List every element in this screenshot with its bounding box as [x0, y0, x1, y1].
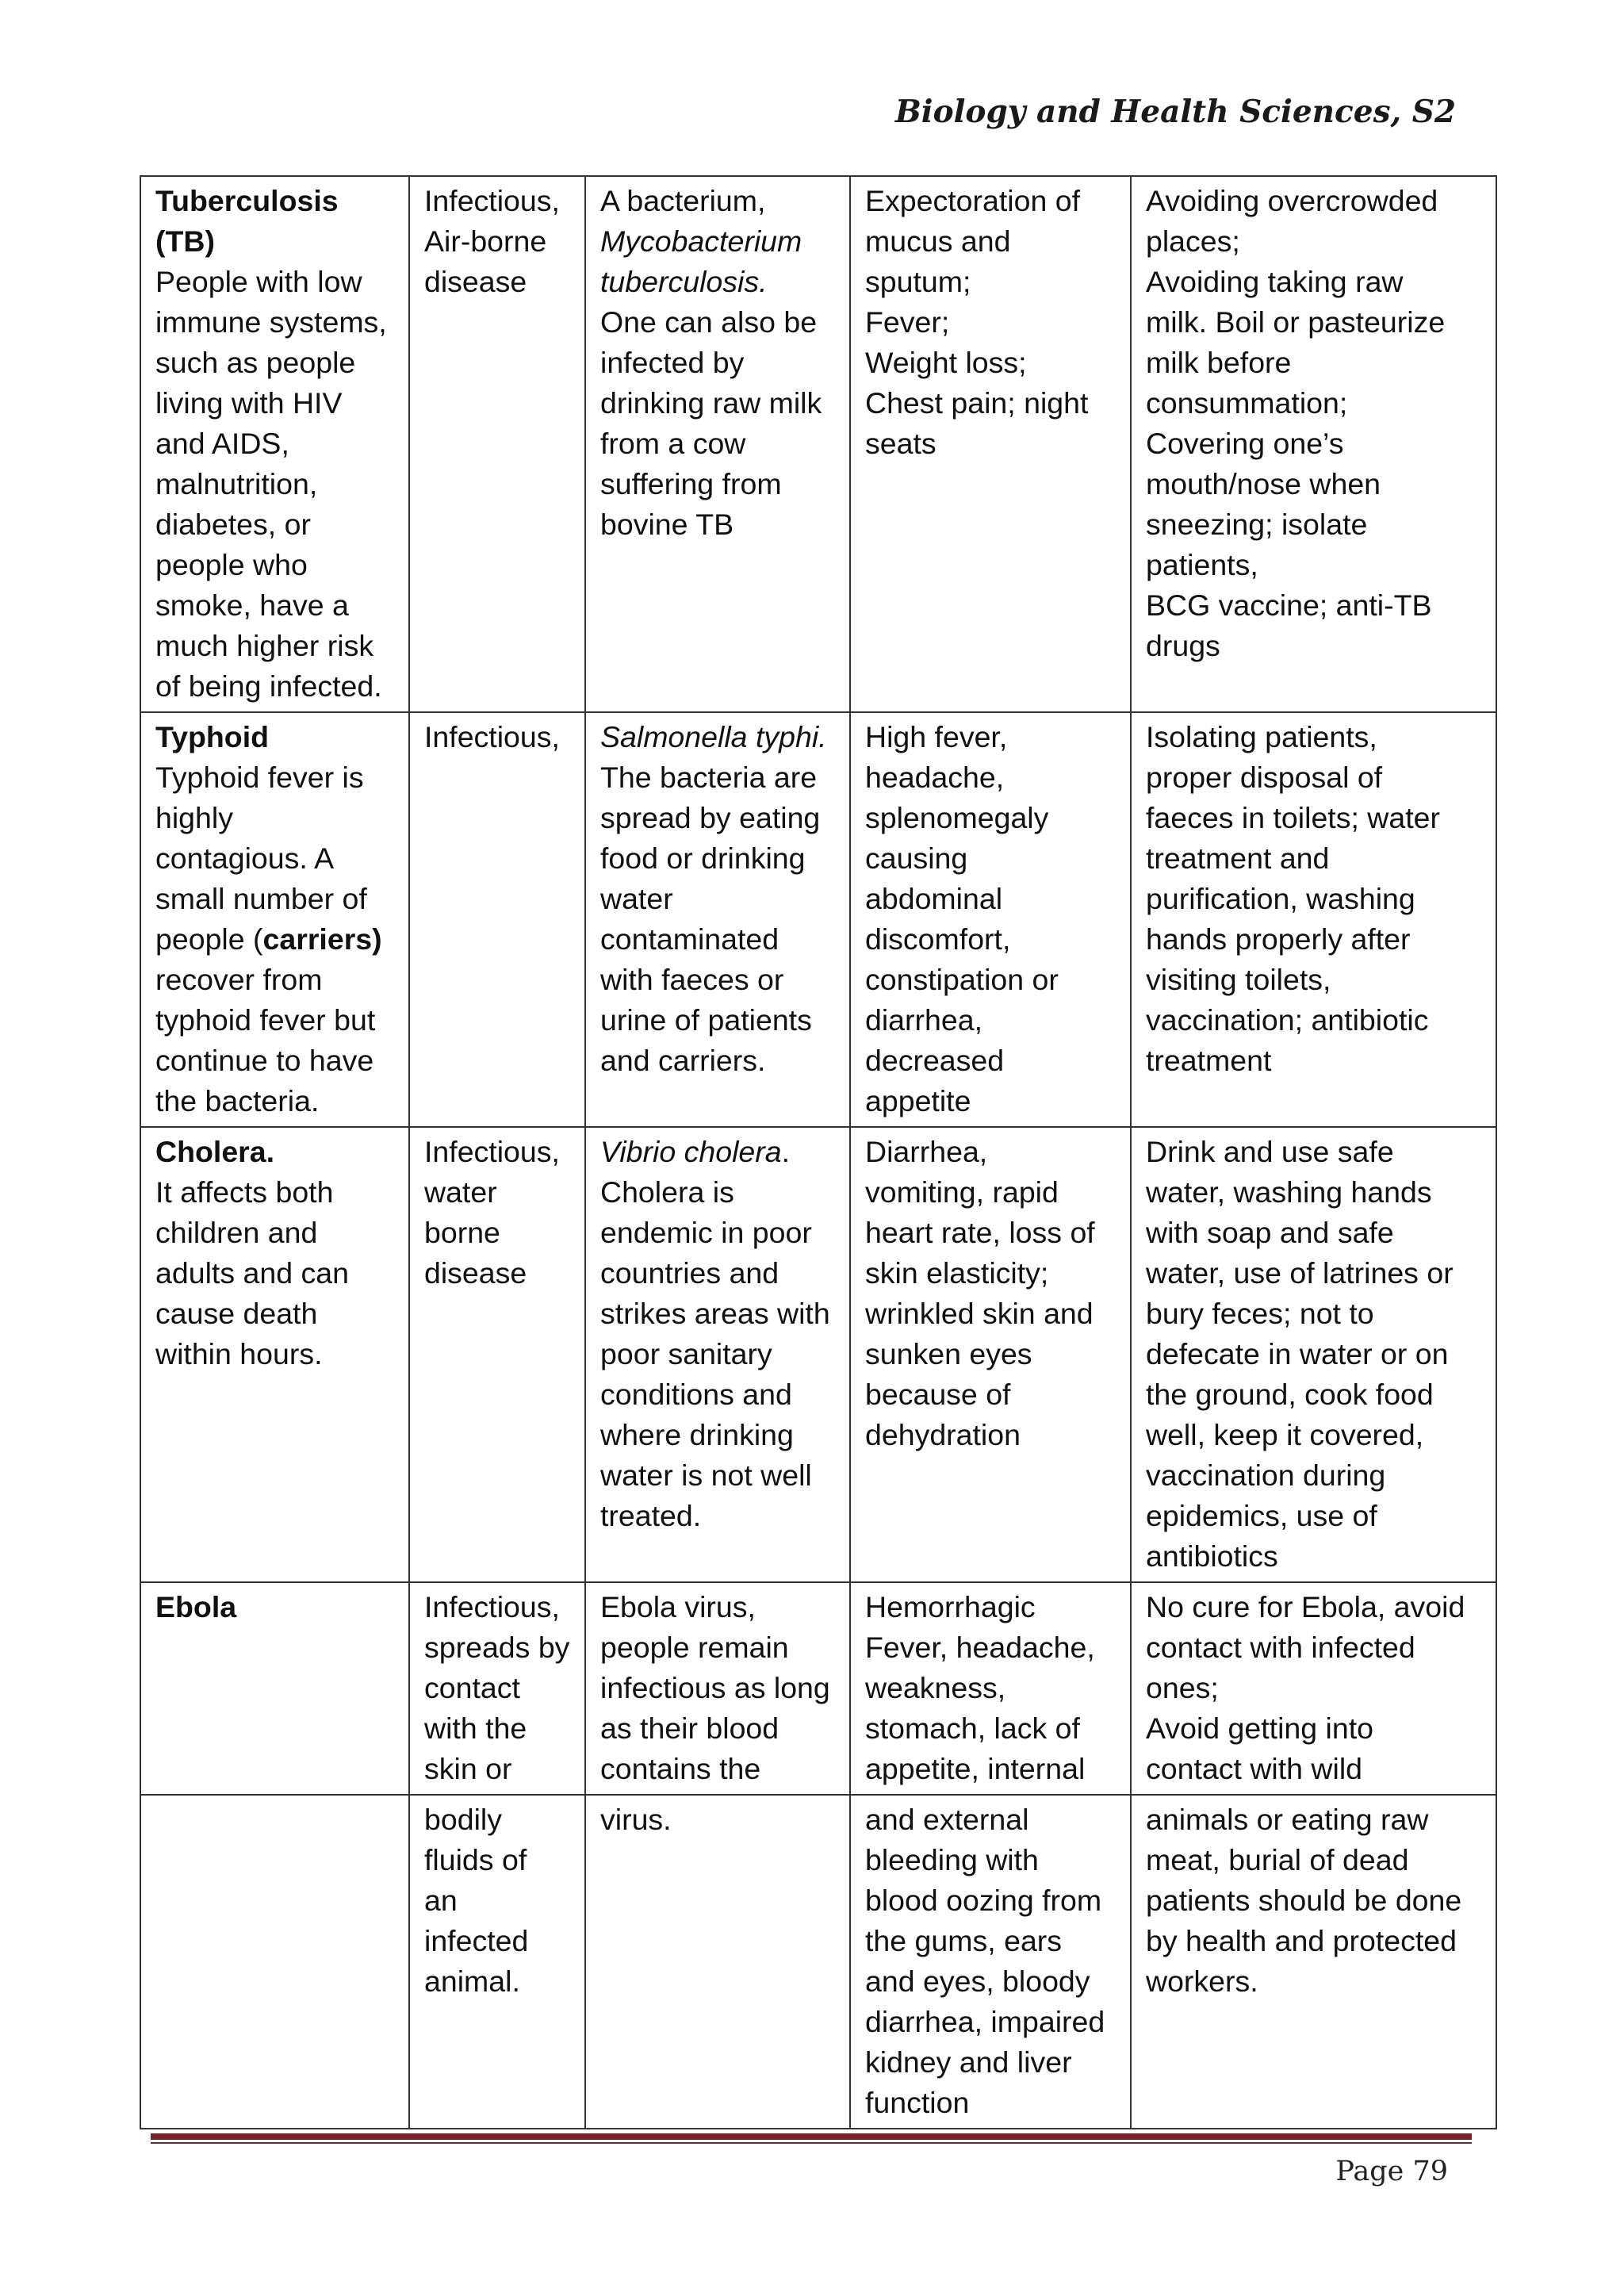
disease-table — [140, 175, 1497, 2129]
table-row — [140, 1795, 1496, 2129]
description-part: recover from typhoid fever but continue to have the bacteria. — [155, 963, 376, 1117]
disease-description: It affects both children and adults and can cause death within hours. — [155, 1175, 349, 1370]
symptoms-text: Hemorrhagic Fever, headache, weakness, stomach, lack of appetite, internal — [865, 1590, 1095, 1785]
disease-name: Tuberculosis (TB) — [155, 184, 339, 258]
symptoms-text: Diarrhea, vomiting, rapid heart rate, loss of skin elasticity; wrinkled skin and sunken eyes because of dehydration — [865, 1135, 1095, 1451]
description-part: Typhoid fever is highly contagious. A small number of people ( — [155, 761, 367, 956]
pathogen-name: Vibrio cholera — [600, 1135, 782, 1168]
disease-cell — [140, 176, 409, 712]
cause-cell — [585, 1795, 850, 2129]
symptoms-cell — [850, 712, 1131, 1127]
disease-name: Typhoid — [155, 720, 270, 753]
prevention-text: Drink and use safe water, washing hands with soap and safe water, use of latrines or bury feces; not to defecate in water or on the ground, cook food well, keep it covered, vaccination during epidemics, use of antibiotics — [1146, 1135, 1454, 1573]
cause-text: One can also be infected by drinking raw milk from a cow suffering from bovine TB — [600, 305, 822, 541]
symptoms-cell — [850, 1582, 1131, 1795]
type-cell — [409, 1127, 585, 1582]
disease-cell — [140, 1127, 409, 1582]
symptoms-cell — [850, 1795, 1131, 2129]
prevention-cell — [1131, 176, 1496, 712]
symptoms-text: Expectoration of mucus and sputum; Fever; Weight loss; Chest pain; night seats — [865, 184, 1089, 460]
cause-text: virus. — [600, 1803, 672, 1836]
cause-cell — [585, 1127, 850, 1582]
pathogen-line — [600, 1132, 835, 1172]
footer-rule-thick — [151, 2133, 1472, 2140]
disease-type: bodily fluids of an infected animal. — [424, 1803, 529, 1998]
table-row — [140, 712, 1496, 1127]
disease-name: Ebola — [155, 1590, 237, 1623]
cause-text: Cholera is endemic in poor countries and strikes areas with poor sanitary conditions and where drinking water is not well treated. — [600, 1175, 830, 1532]
prevention-text: Isolating patients, proper disposal of faeces in toilets; water treatment and purification, washing hands properly after visiting toilets, vaccination; antibiotic treatment — [1146, 720, 1441, 1077]
symptoms-text: High fever, headache, splenomegaly causing abdominal discomfort, constipation or diarrhea, decreased appetite — [865, 720, 1059, 1117]
disease-type: Infectious, water borne disease — [424, 1135, 560, 1290]
running-header: Biology and Health Sciences, S2 — [894, 94, 1456, 130]
disease-cell — [140, 1795, 409, 2129]
cause-text: Ebola virus, people remain infectious as long as their blood contains the — [600, 1590, 830, 1785]
pathogen-name: Salmonella typhi. — [600, 720, 827, 753]
prevention-text: animals or eating raw meat, burial of dead patients should be done by health and protected workers. — [1146, 1803, 1462, 1998]
symptoms-cell — [850, 1127, 1131, 1582]
pathogen-period: . — [781, 1135, 791, 1168]
carriers-term: carriers) — [262, 922, 382, 956]
prevention-text: Avoiding overcrowded places; Avoiding taking raw milk. Boil or pasteurize milk before consummation; Covering one’s mouth/nose when sneezing; isolate patients, BCG vaccine; anti-TB drugs — [1146, 184, 1446, 662]
footer-rule-thin — [151, 2142, 1472, 2144]
cause-text: A bacterium, — [600, 184, 766, 217]
prevention-cell — [1131, 712, 1496, 1127]
symptoms-cell — [850, 176, 1131, 712]
prevention-text: No cure for Ebola, avoid contact with infected ones; Avoid getting into contact with wild — [1146, 1590, 1465, 1785]
disease-description: People with low immune systems, such as people living with HIV and AIDS, malnutrition, diabetes, or people who smoke, have a much higher risk of being infected. — [155, 265, 387, 703]
type-cell — [409, 1582, 585, 1795]
symptoms-text: and external bleeding with blood oozing from the gums, ears and eyes, bloody diarrhea, impaired kidney and liver function — [865, 1803, 1105, 2119]
disease-description — [155, 757, 394, 1121]
pathogen-name: Mycobacterium tuberculosis. — [600, 224, 802, 298]
cause-cell — [585, 712, 850, 1127]
cause-cell — [585, 1582, 850, 1795]
page-number: Page 79 — [1335, 2156, 1448, 2187]
type-cell — [409, 176, 585, 712]
disease-cell — [140, 1582, 409, 1795]
prevention-cell — [1131, 1582, 1496, 1795]
footer-rule — [151, 2133, 1472, 2145]
table-row — [140, 1127, 1496, 1582]
prevention-cell — [1131, 1127, 1496, 1582]
table-row — [140, 176, 1496, 712]
disease-name: Cholera. — [155, 1135, 275, 1168]
disease-type: Infectious, spreads by contact with the skin or — [424, 1590, 570, 1785]
disease-cell — [140, 712, 409, 1127]
type-cell — [409, 1795, 585, 2129]
disease-type: Infectious, — [424, 720, 560, 753]
table-row — [140, 1582, 1496, 1795]
cause-cell — [585, 176, 850, 712]
cause-text: The bacteria are spread by eating food or drinking water contaminated with faeces or urine of patients and carriers. — [600, 761, 821, 1077]
disease-type: Infectious, Air-borne disease — [424, 184, 560, 298]
type-cell — [409, 712, 585, 1127]
prevention-cell — [1131, 1795, 1496, 2129]
